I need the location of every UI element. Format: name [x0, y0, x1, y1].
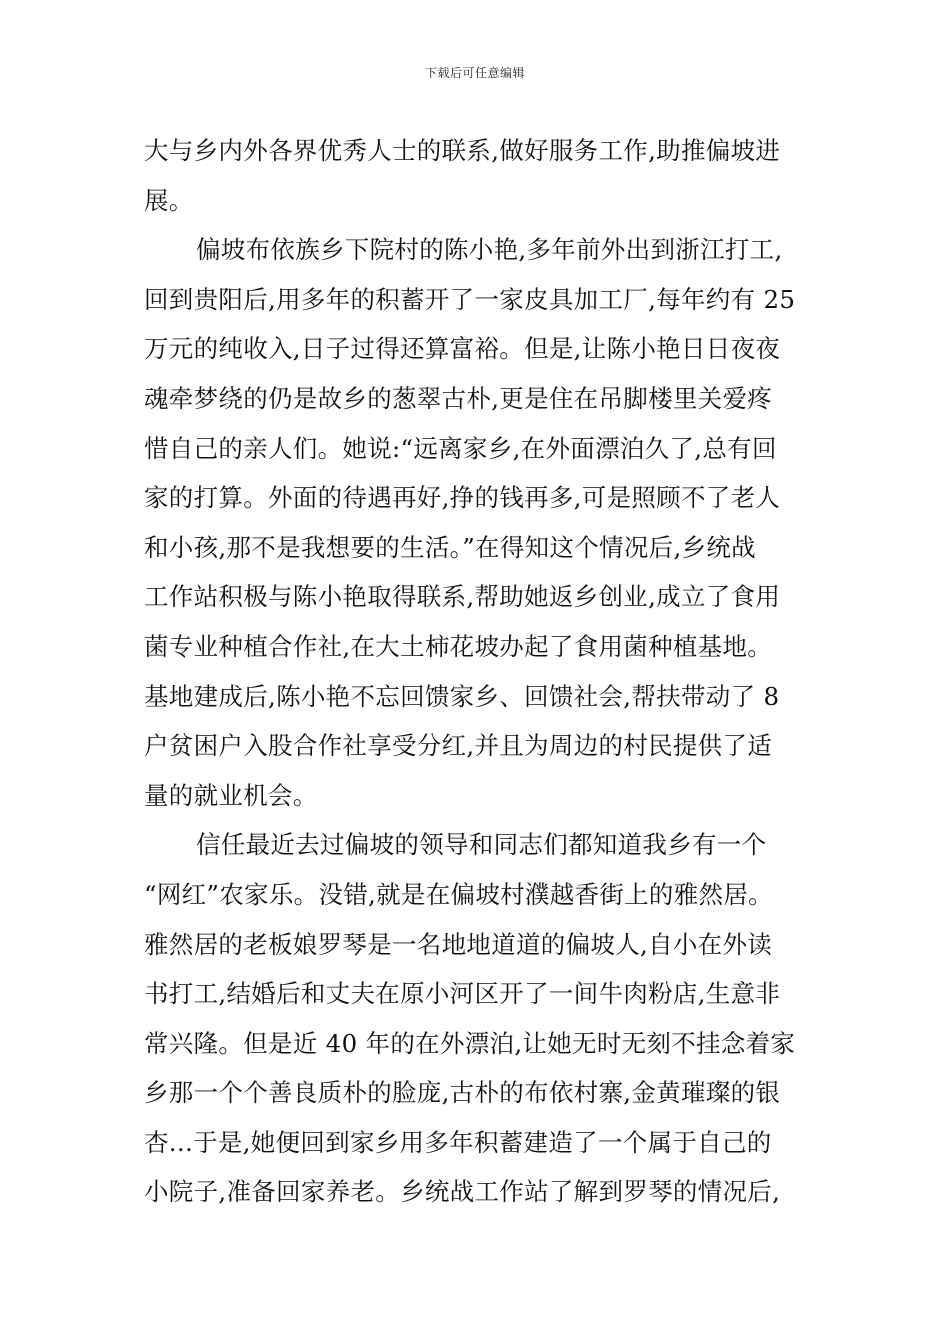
text-line: 书打工,结婚后和丈夫在原小河区开了一间牛肉粉店,生意非	[144, 979, 781, 1009]
text-line: 量的就业机会。	[144, 780, 318, 810]
text-line: 基地建成后,陈小艳不忘回馈家乡、回馈社会,帮扶带动了 8	[144, 681, 780, 711]
text-line: “网红”农家乐。没错,就是在偏坡村濮越香街上的雅然居。	[144, 879, 773, 909]
text-line: 大与乡内外各界优秀人士的联系,做好服务工作,助推偏坡进	[144, 136, 781, 165]
text-line: 惜自己的亲人们。她说:“远离家乡,在外面漂泊久了,总有回	[144, 433, 777, 463]
paragraph-first-line: 信任最近去过偏坡的领导和同志们都知道我乡有一个	[196, 830, 767, 860]
text-line: 雅然居的老板娘罗琴是一名地地道道的偏坡人,自小在外读	[144, 929, 773, 959]
text-line: 常兴隆。但是近 40 年的在外漂泊,让她无时无刻不挂念着家	[144, 1028, 796, 1058]
text-line: 小院子,准备回家养老。乡统战工作站了解到罗琴的情况后,	[144, 1177, 781, 1207]
text-line: 户贫困户入股合作社享受分红,并且为周边的村民提供了适	[144, 731, 773, 761]
text-line: 魂牵梦绕的仍是故乡的葱翠古朴,更是住在吊脚楼里关爱疼	[144, 383, 773, 413]
text-line: 家的打算。外面的待遇再好,挣的钱再多,可是照顾不了老人	[144, 483, 781, 513]
text-line: 杏...于是,她便回到家乡用多年积蓄建造了一个属于自己的	[144, 1127, 772, 1157]
body-text	[144, 126, 824, 1217]
text-line: 乡那一个个善良质朴的脸庞,古朴的布依村寨,金黄璀璨的银	[144, 1078, 781, 1108]
paragraph-first-line: 偏坡布依族乡下院村的陈小艳,多年前外出到浙江打工,	[196, 235, 783, 265]
text-line: 菌专业种植合作社,在大土柿花坡办起了食用菌种植基地。	[144, 631, 773, 661]
text-line: 工作站积极与陈小艳取得联系,帮助她返乡创业,成立了食用	[144, 582, 781, 612]
text-line: 万元的纯收入,日子过得还算富裕。但是,让陈小艳日日夜夜	[144, 334, 781, 364]
text-line: 和小孩,那不是我想要的生活。”在得知这个情况后,乡统战	[144, 532, 756, 562]
text-line: 回到贵阳后,用多年的积蓄开了一家皮具加工厂,每年约有 25	[144, 284, 796, 314]
page-header: 下载后可任意编辑	[424, 66, 525, 80]
text-line: 展。	[144, 185, 194, 215]
